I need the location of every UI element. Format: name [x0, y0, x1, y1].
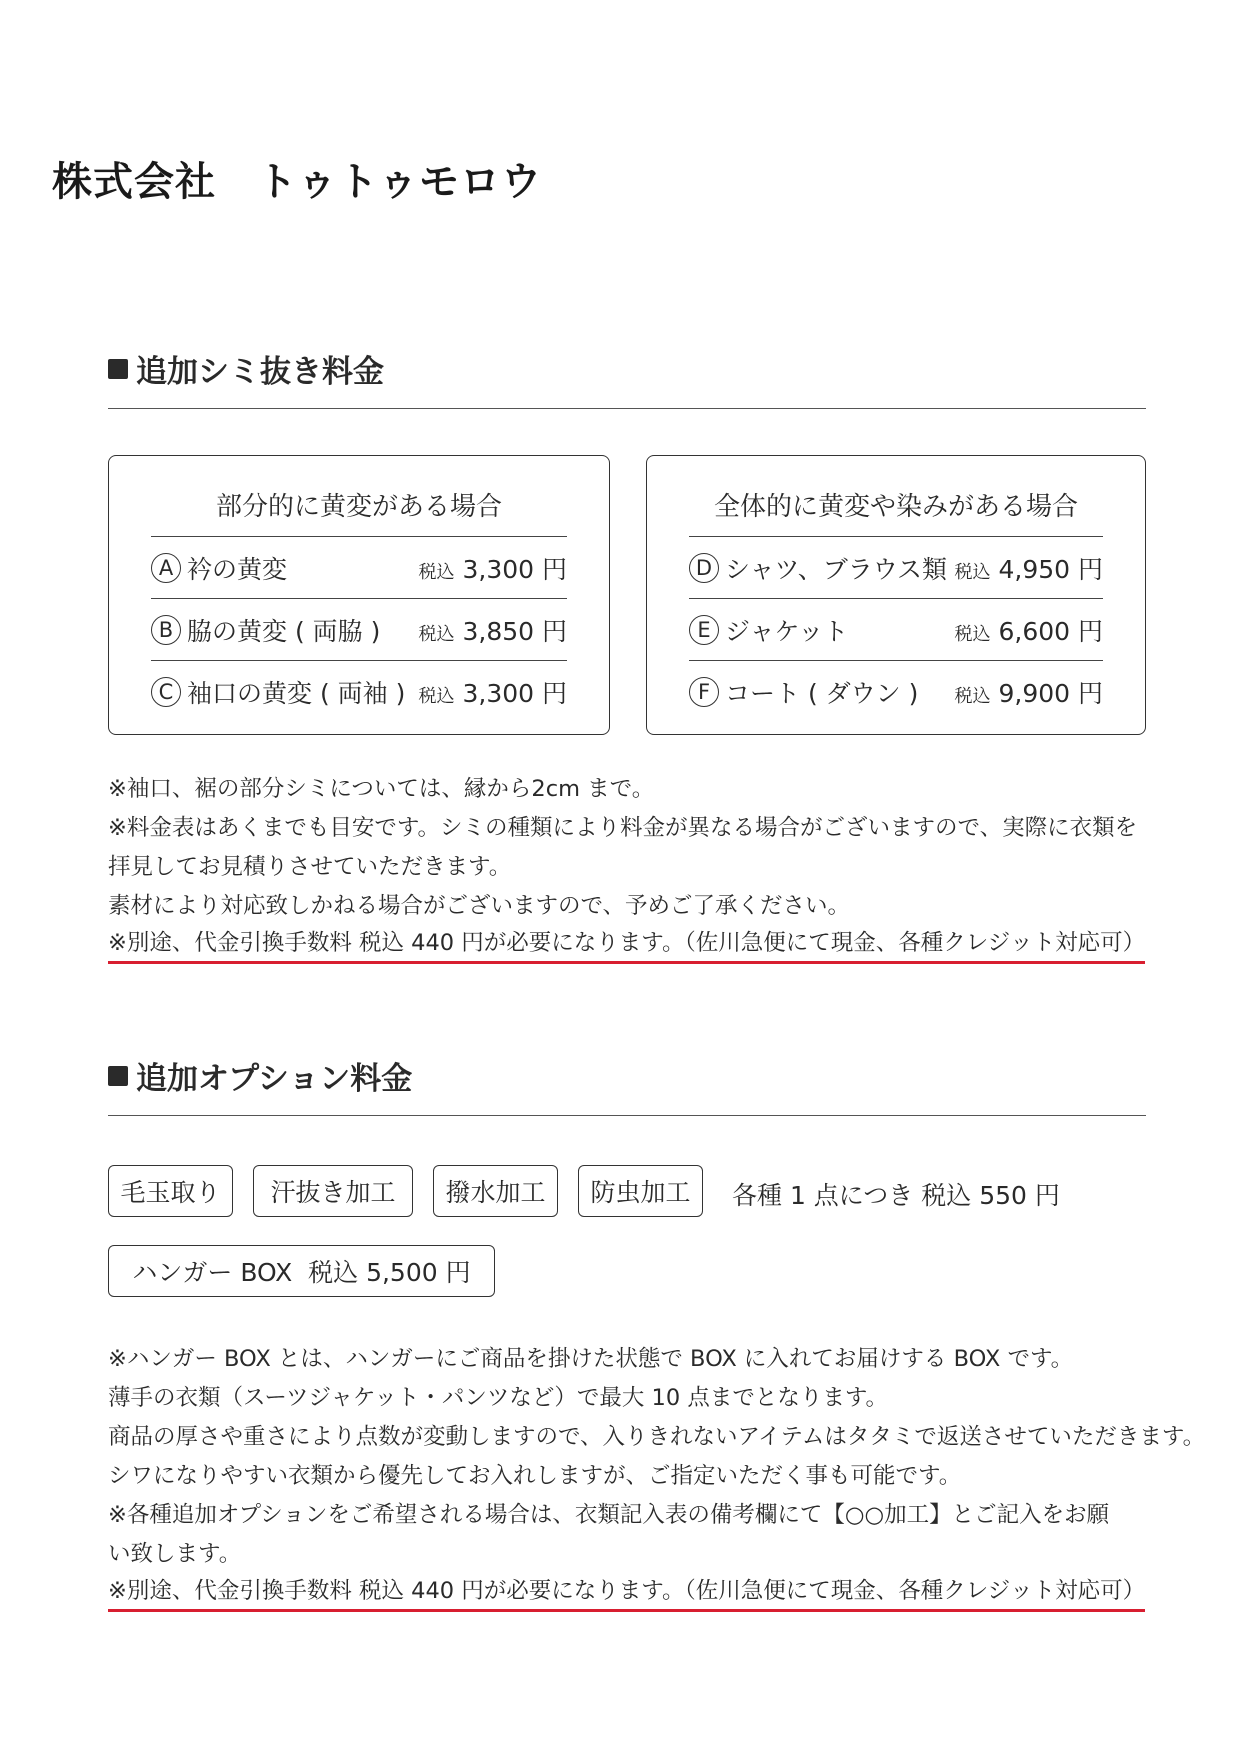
price-row: [151, 536, 567, 599]
item-price: 4,950 円: [998, 555, 1103, 584]
overall-yellowing-box: [646, 455, 1146, 735]
tax-label: 税込: [954, 686, 991, 707]
partial-yellowing-box: [108, 455, 610, 735]
option-sweat-removal: 汗抜き加工: [253, 1165, 413, 1217]
note-line: ※料金表はあくまでも目安です。シミの種類により料金が異なる場合がございますので、実際に衣類を: [108, 815, 1138, 841]
item-name: シャツ、ブラウス類: [725, 555, 948, 584]
heading-square-icon: [108, 1066, 128, 1086]
note-line: ※袖口、裾の部分シミについては、縁から2cm まで。: [108, 776, 655, 802]
tax-label: 税込: [418, 624, 455, 645]
option-pill-removal: 毛玉取り: [108, 1165, 233, 1217]
circle-b-icon: B: [151, 615, 181, 645]
price-row: [689, 660, 1103, 723]
item-price: 3,300 円: [462, 679, 567, 708]
circle-f-icon: F: [689, 677, 719, 707]
option-section-heading: [108, 1053, 412, 1098]
item-price: 6,600 円: [998, 617, 1103, 646]
note-line: ※各種追加オプションをご希望される場合は、衣類記入表の備考欄にて【○○加工】とご記入をお願: [108, 1502, 1110, 1528]
price-row: [151, 598, 567, 661]
cod-fee-note: ※別途、代金引換手数料 税込 440 円が必要になります。（佐川急便にて現金、各種クレジット対応可）: [108, 1574, 1145, 1612]
cod-fee-note: ※別途、代金引換手数料 税込 440 円が必要になります。（佐川急便にて現金、各種クレジット対応可）: [108, 926, 1145, 964]
item-price: 3,300 円: [462, 555, 567, 584]
hanger-box-price: ハンガー BOX 税込 5,500 円: [108, 1245, 495, 1297]
heading-square-icon: [108, 359, 128, 379]
tax-label: 税込: [418, 686, 455, 707]
tax-label: 税込: [418, 562, 455, 583]
tax-label: 税込: [954, 624, 991, 645]
tax-label: 税込: [954, 562, 991, 583]
note-line: シワになりやすい衣類から優先してお入れしますが、ご指定いただく事も可能です。: [108, 1463, 962, 1489]
item-name: ジャケット: [725, 617, 849, 646]
item-name: 衿の黄変: [187, 555, 288, 584]
stain-section-heading: [108, 346, 384, 391]
company-name: 株式会社 トゥトゥモロウ: [52, 159, 542, 205]
option-water-repellent: 撥水加工: [433, 1165, 558, 1217]
note-line: 薄手の衣類（スーツジャケット・パンツなど）で最大 10 点までとなります。: [108, 1385, 889, 1411]
option-section-title: 追加オプション料金: [136, 1061, 413, 1097]
item-name: 袖口の黄変 ( 両袖 ): [187, 679, 406, 708]
note-line: 商品の厚さや重さにより点数が変動しますので、入りきれないアイテムはタタミで返送させていただきます。: [108, 1424, 1206, 1450]
circle-e-icon: E: [689, 615, 719, 645]
note-line: 拝見してお見積りさせていただきます。: [108, 854, 512, 880]
circle-c-icon: C: [151, 677, 181, 707]
item-name: コート ( ダウン ): [725, 679, 919, 708]
overall-box-title: 全体的に黄変や染みがある場合: [713, 492, 1078, 522]
stain-notes: [108, 770, 1168, 964]
note-line: 素材により対応致しかねる場合がございますので、予めご了承ください。: [108, 893, 851, 919]
note-line: い致します。: [108, 1541, 242, 1567]
price-row: [151, 660, 567, 723]
stain-section-title: 追加シミ抜き料金: [136, 354, 384, 390]
partial-box-title: 部分的に黄変がある場合: [215, 492, 502, 522]
option-notes: [108, 1340, 1206, 1612]
circle-d-icon: D: [689, 553, 719, 583]
option-insect-repellent: 防虫加工: [578, 1165, 703, 1217]
item-price: 9,900 円: [998, 679, 1103, 708]
circle-a-icon: A: [151, 553, 181, 583]
item-price: 3,850 円: [462, 617, 567, 646]
item-name: 脇の黄変 ( 両脇 ): [187, 617, 381, 646]
price-row: [689, 598, 1103, 661]
price-row: [689, 536, 1103, 599]
options-price: 各種 1 点につき 税込 550 円: [732, 1181, 1060, 1210]
option-section-divider: [108, 1115, 1146, 1116]
stain-section-divider: [108, 408, 1146, 409]
note-line: ※ハンガー BOX とは、ハンガーにご商品を掛けた状態で BOX に入れてお届けする BOX です。: [108, 1346, 1074, 1372]
